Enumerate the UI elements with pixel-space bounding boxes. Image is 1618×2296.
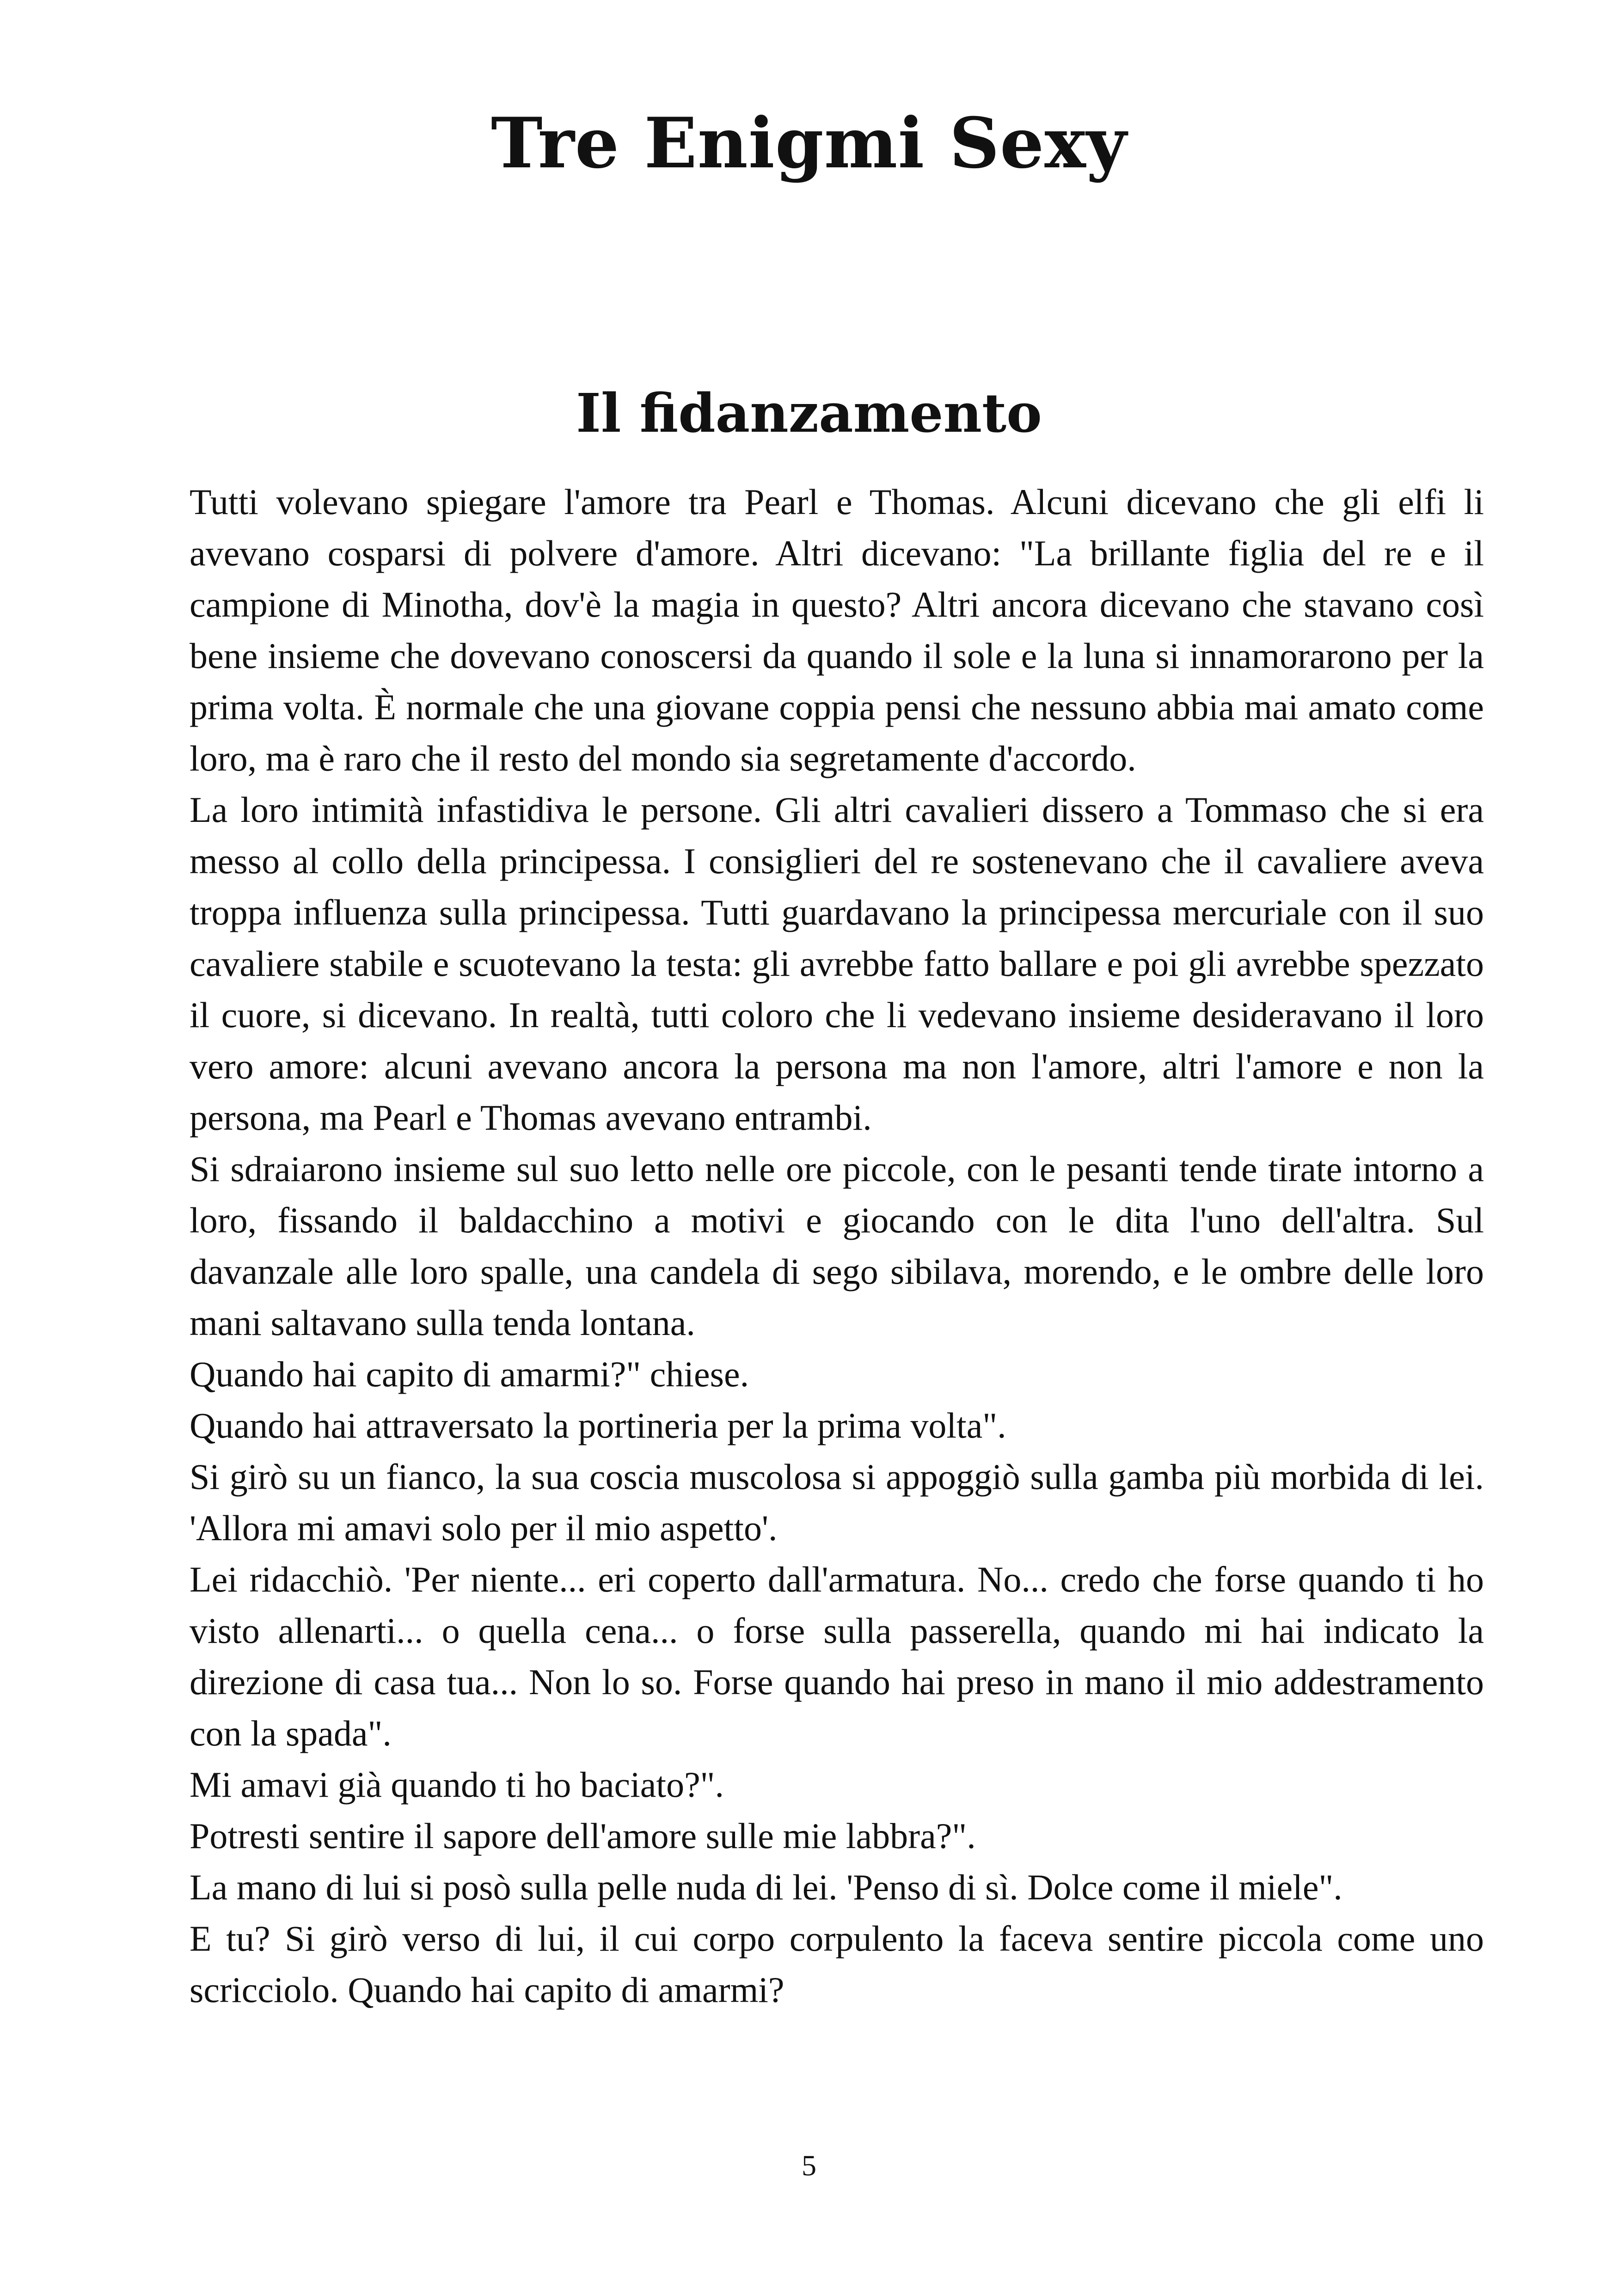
paragraph: La mano di lui si posò sulla pelle nuda di lei. 'Penso di sì. Dolce come il miele".	[190, 1867, 1342, 1907]
paragraph: Tutti volevano spiegare l'amore tra Pearl e Thomas. Alcuni dicevano che gli elfi li avevano cosparsi di polvere d'amore. Altri dicevano: "La brillante figlia del re e il campione di Minotha, dov'è la magia in questo? Altri ancora dicevano che stavano così bene insieme che dovevano conoscersi da quando il sole e la luna si innamorarono per la prima volta. È normale che una giovane coppia pensi che nessuno abbia mai amato come loro, ma è raro che il resto del mondo sia segretamente d'accordo.	[190, 482, 1484, 778]
paragraph: Potresti sentire il sapore dell'amore sulle mie labbra?".	[190, 1816, 976, 1856]
paragraph: Si girò su un fianco, la sua coscia muscolosa si appoggiò sulla gamba più morbida di lei. 'Allora mi amavi solo per il mio aspetto'.	[190, 1457, 1484, 1548]
paragraph: E tu? Si girò verso di lui, il cui corpo corpulento la faceva sentire piccola come uno scricciolo. Quando hai capito di amarmi?	[190, 1918, 1484, 2010]
paragraph: Quando hai capito di amarmi?" chiese.	[190, 1354, 749, 1394]
paragraph: La loro intimità infastidiva le persone. Gli altri cavalieri dissero a Tommaso che si era messo al collo della principessa. I consiglieri del re sostenevano che il cavaliere aveva troppa influenza sulla principessa. Tutti guardavano la principessa mercuriale con il suo cavaliere stabile e scuotevano la testa: gli avrebbe fatto ballare e poi gli avrebbe spezzato il cuore, si dicevano. In realtà, tutti coloro che li vedevano insieme desideravano il loro vero amore: alcuni avevano ancora la persona ma non l'amore, altri l'amore e non la persona, ma Pearl e Thomas avevano entrambi.	[190, 790, 1484, 1138]
chapter-body	[190, 476, 1484, 2015]
page-number: 5	[802, 2149, 816, 2182]
paragraph: Si sdraiarono insieme sul suo letto nelle ore piccole, con le pesanti tende tirate intorno a loro, fissando il baldacchino a motivi e giocando con le dita l'uno dell'altra. Sul davanzale alle loro spalle, una candela di sego sibilava, morendo, e le ombre delle loro mani saltavano sulla tenda lontana.	[190, 1149, 1484, 1343]
paragraph: Mi amavi già quando ti ho baciato?".	[190, 1764, 724, 1805]
paragraph: Quando hai attraversato la portineria per la prima volta".	[190, 1405, 1006, 1445]
paragraph: Lei ridacchiò. 'Per niente... eri coperto dall'armatura. No... credo che forse quando ti ho visto allenarti... o quella cena... o forse sulla passerella, quando mi hai indicato la direzione di casa tua... Non lo so. Forse quando hai preso in mano il mio addestramento con la spada".	[190, 1559, 1484, 1753]
book-title: Tre Enigmi Sexy	[491, 103, 1127, 184]
chapter-title: Il fidanzamento	[576, 382, 1042, 445]
